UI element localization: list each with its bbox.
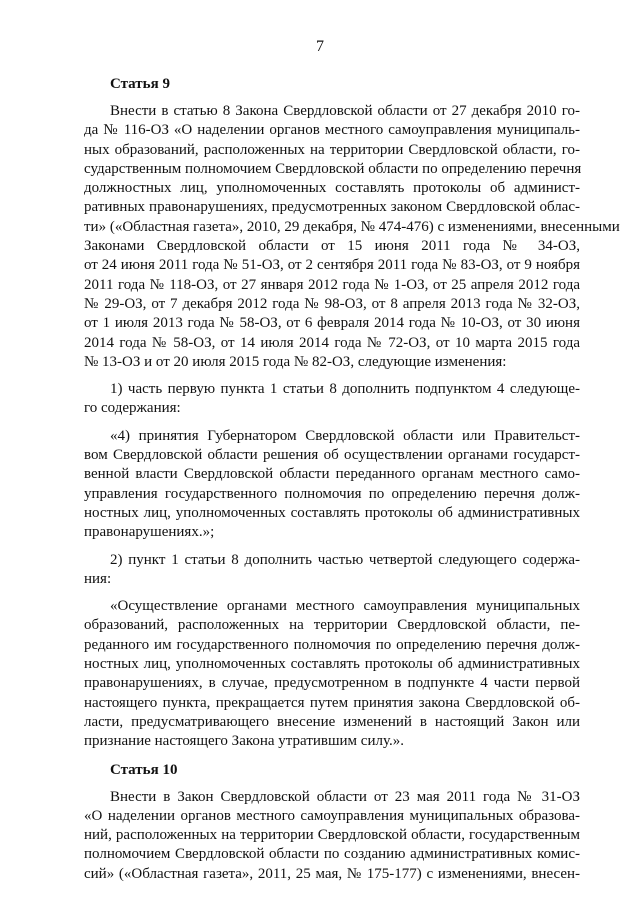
text-line: сударственным полномочием Свердловской области по определению перечня (84, 160, 582, 177)
text-line: сий» («Областная газета», 2011, 25 мая, № 175-177) с изменениями, внесен- (84, 865, 580, 882)
paragraph (84, 597, 580, 751)
text-line: 2) пункт 1 статьи 8 дополнить частью четвертой следующего содержа- (110, 551, 580, 568)
text-line: Внести в статью 8 Закона Свердловской области от 27 декабря 2010 го- (110, 103, 580, 119)
text-line: венной власти Свердловской области переданного органам местного само- (84, 466, 580, 483)
page-number: 7 (316, 38, 324, 55)
article-9-body (84, 102, 620, 752)
text-line: да № 116-ОЗ «О наделении органов местного самоуправления муниципаль- (84, 122, 580, 139)
text-line: ративных правонарушениях, предусмотренных законом Свердловской облас- (84, 199, 580, 216)
text-line: ных образований, расположенных на территории Свердловской области, го- (84, 141, 580, 158)
text-line: Внести в Закон Свердловской области от 23 мая 2011 года № 31-ОЗ (110, 788, 580, 805)
text-line: № 29-ОЗ, от 7 декабря 2012 года № 98-ОЗ, от 8 апреля 2013 года № 32-ОЗ, (84, 295, 580, 312)
paragraph (84, 788, 580, 884)
text-line: образований, расположенных на территории Свердловской области, пе- (84, 617, 580, 634)
article-heading-10: Статья 10 (110, 761, 178, 778)
text-line: от 1 июля 2013 года № 58-ОЗ, от 6 февраля 2014 года № 10-ОЗ, от 30 июня (84, 315, 580, 332)
article-10-body (84, 788, 580, 884)
text-line: № 13-ОЗ и от 20 июля 2015 года № 82-ОЗ, следующие изменения: (84, 353, 507, 370)
text-line: ностных лиц, уполномоченных составлять протоколы об административных (84, 504, 580, 521)
article-heading-9: Статья 9 (110, 76, 170, 92)
paragraph (84, 427, 580, 543)
text-line: «Осуществление органами местного самоуправления муниципальных (110, 598, 580, 615)
document-body (84, 74, 620, 892)
text-line: 1) часть первую пункта 1 статьи 8 дополнить подпунктом 4 следующе- (110, 381, 580, 398)
text-line: полномочием Свердловской области по созданию административных комис- (84, 846, 580, 863)
text-line: правонарушениях, в случае, предусмотренном в подпункте 4 части первой (84, 675, 580, 692)
text-line: 2011 года № 118-ОЗ, от 27 января 2012 года № 1-ОЗ, от 25 апреля 2012 года (84, 276, 580, 293)
text-line: ласти, предусматривающего внесение изменений в настоящий Закон или (84, 713, 580, 730)
text-line: ти» («Областная газета», 2010, 29 декабря, № 474-476) с изменениями, внесенными (84, 218, 620, 235)
text-line: должностных лиц, уполномоченных составлять протоколы об админист- (84, 180, 580, 197)
text-line: реданного им государственного полномочия по определению перечня долж- (84, 636, 580, 653)
text-line: правонарушениях.»; (84, 524, 215, 541)
text-line: Законами Свердловской области от 15 июня 2011 года № 34-ОЗ, (84, 238, 580, 255)
text-line: ния: (84, 570, 112, 587)
text-line: от 24 июня 2011 года № 51-ОЗ, от 2 сентября 2011 года № 83-ОЗ, от 9 ноября (84, 257, 580, 274)
text-line: го содержания: (84, 400, 181, 417)
text-line: настоящего пункта, прекращается путем принятия закона Свердловской об- (84, 694, 580, 711)
text-line: «4) принятия Губернатором Свердловской области или Правительст- (110, 427, 580, 444)
text-line: 2014 года № 58-ОЗ, от 14 июля 2014 года № 72-ОЗ, от 10 марта 2015 года (84, 334, 580, 351)
paragraph (84, 380, 580, 419)
paragraph (84, 102, 620, 372)
text-line: управления государственного полномочия по определению перечня долж- (84, 485, 580, 502)
text-line: вом Свердловской области решения об осуществлении органами государст- (84, 447, 580, 464)
text-line: ний, расположенных на территории Свердловской области, государственным (84, 827, 580, 844)
text-line: «О наделении органов местного самоуправления муниципальных образова- (84, 807, 580, 824)
text-line: ностных лиц, уполномоченных составлять протоколы об административных (84, 656, 580, 673)
text-line: признание настоящего Закона утратившим силу.». (84, 733, 404, 750)
paragraph (84, 551, 580, 590)
